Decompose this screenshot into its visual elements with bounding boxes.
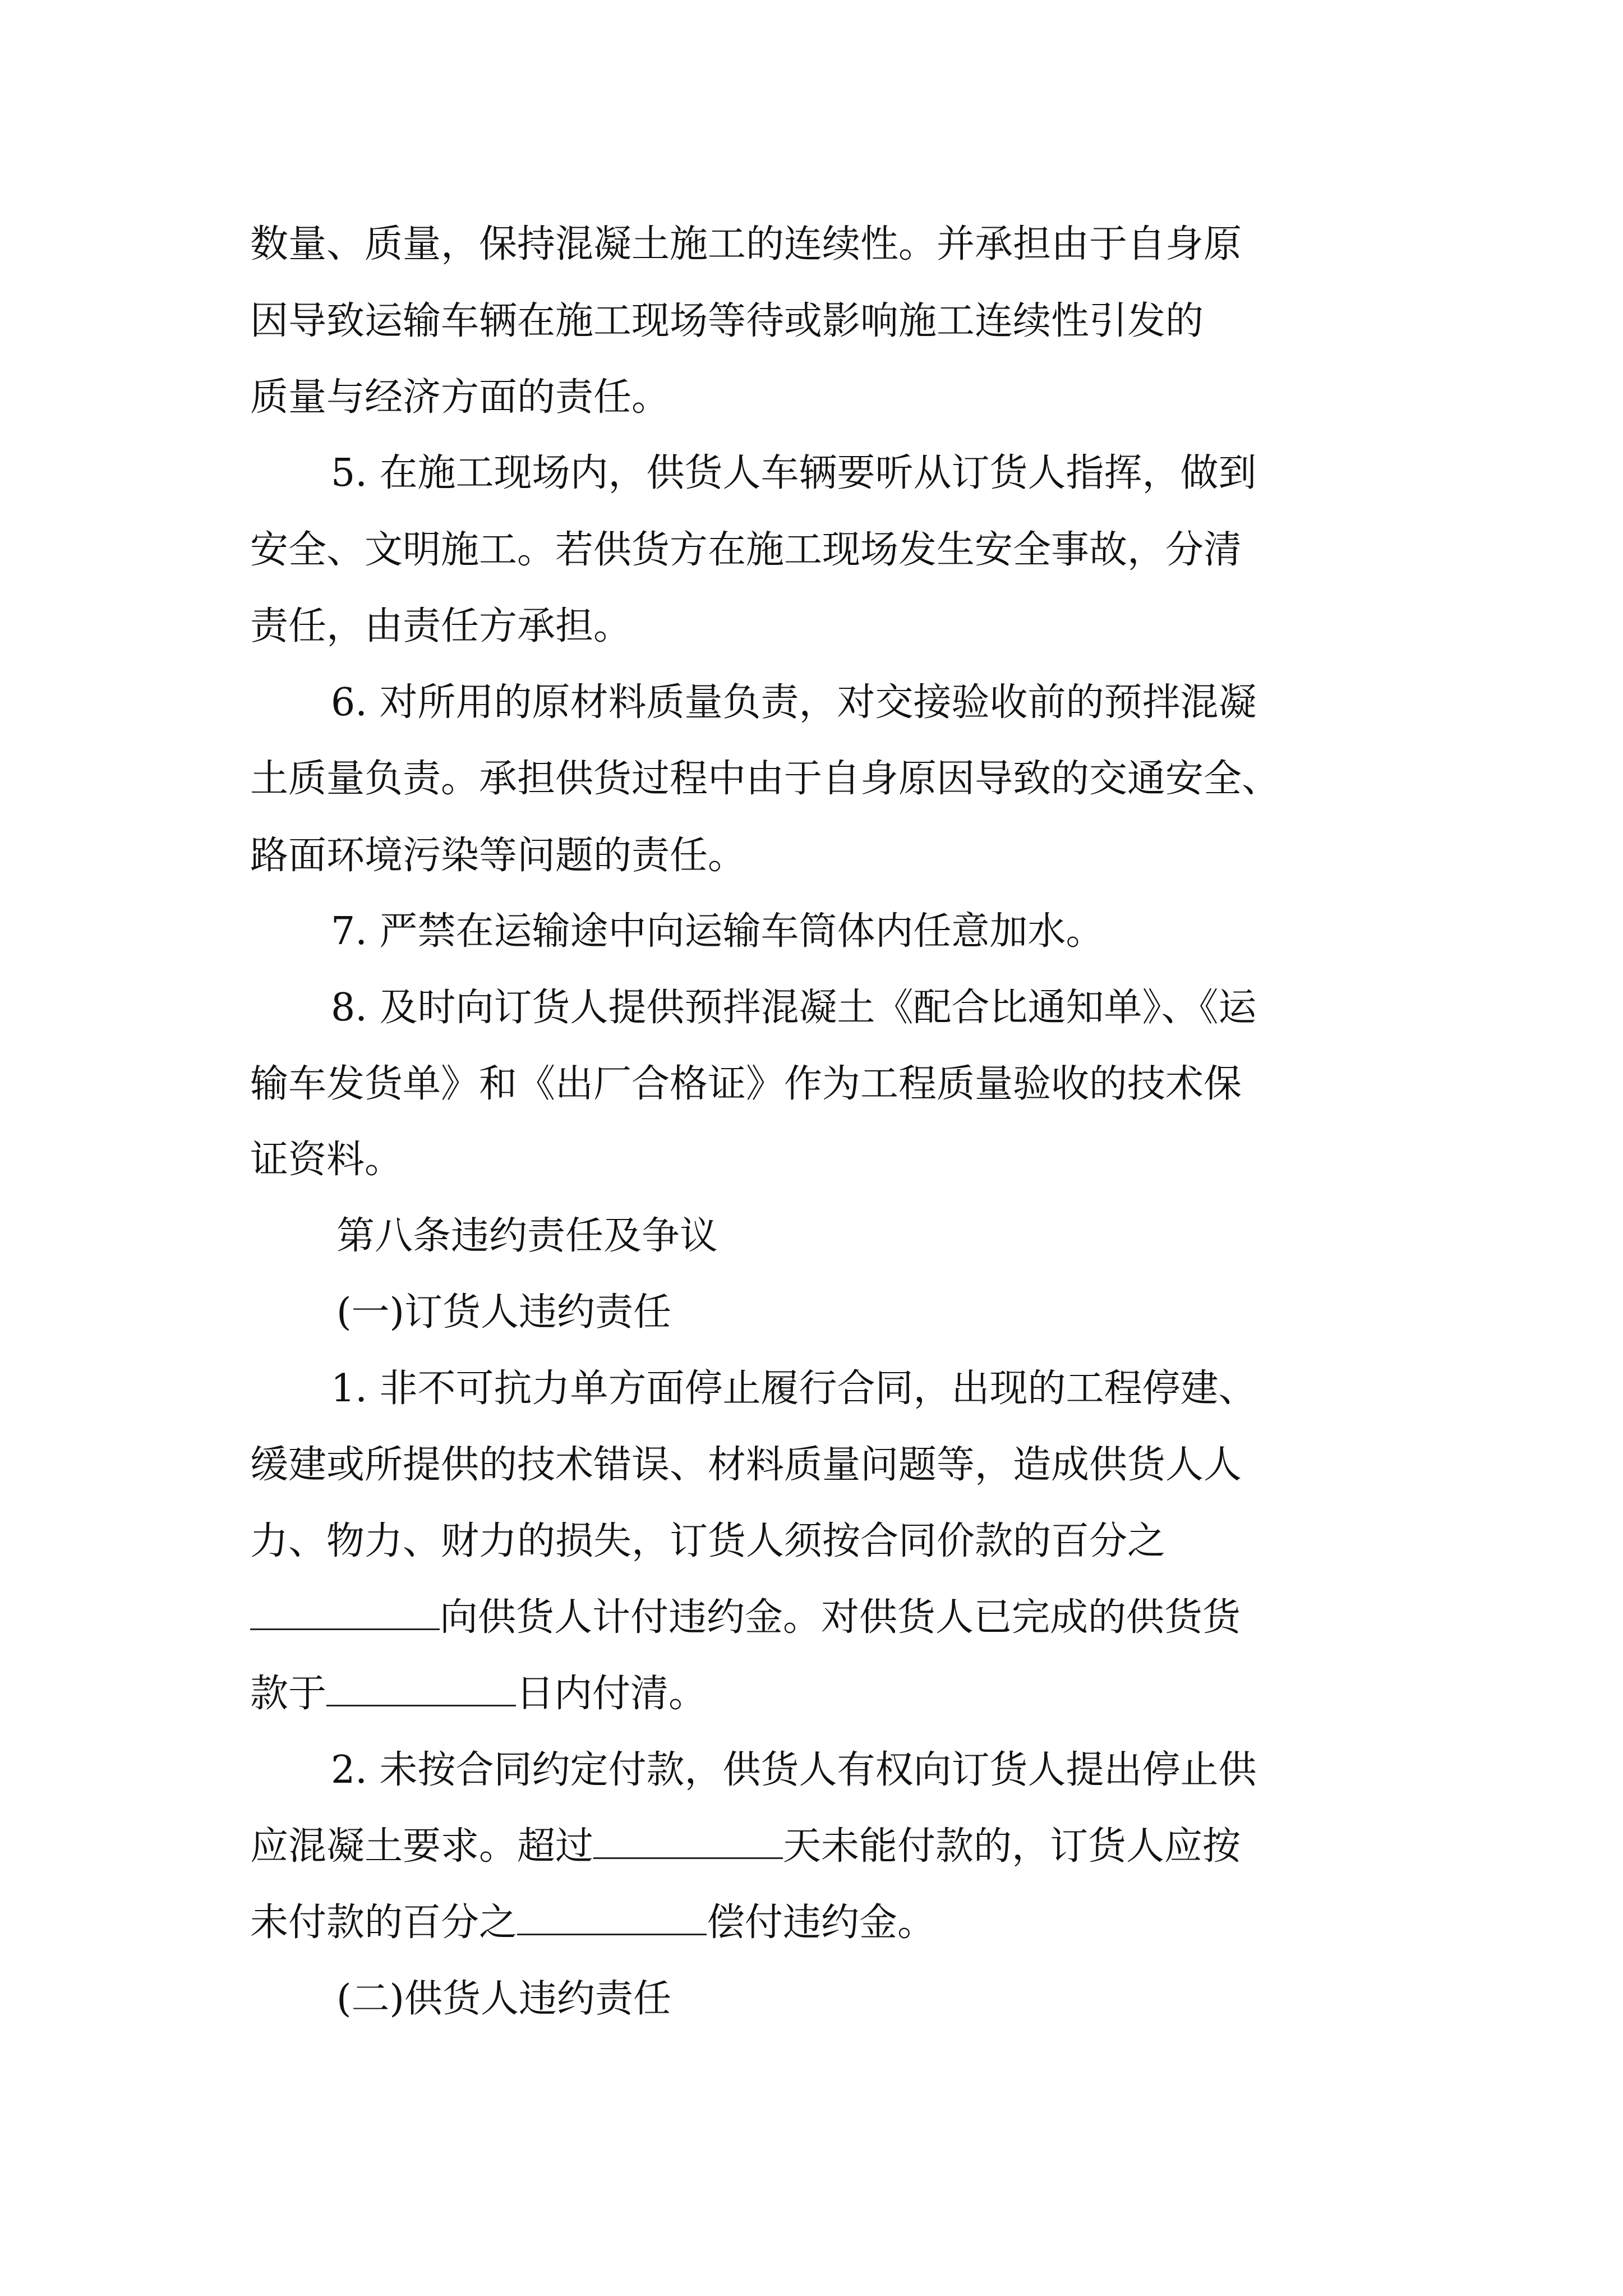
paragraph-line: 安全、文明施工。若供货方在施工现场发生安全事故，分清	[250, 528, 1242, 572]
line-text: 未付款的百分之	[250, 1901, 518, 1945]
fill-in-blank[interactable]	[517, 1904, 707, 1935]
paragraph-line: 责任，由责任方承担。	[250, 604, 632, 648]
line-text: 向供货人计付违约金。对供货人已完成的供货货	[440, 1595, 1241, 1640]
line-text: 日内付清。	[516, 1672, 707, 1716]
paragraph-line: 7. 严禁在运输途中向运输车筒体内任意加水。	[331, 909, 1104, 954]
paragraph-line: 输车发货单》和《出厂合格证》作为工程质量验收的技术保	[250, 1062, 1242, 1106]
line-text: 天未能付款的，订货人应按	[783, 1824, 1241, 1869]
paragraph-line: 力、物力、财力的损失，订货人须按合同价款的百分之	[250, 1519, 1166, 1563]
line-text: 偿付违约金。	[707, 1901, 936, 1945]
paragraph-line: 缓建或所提供的技术错误、材料质量问题等，造成供货人人	[250, 1443, 1242, 1487]
paragraph-line: 1. 非不可抗力单方面停止履行合同，出现的工程停建、	[331, 1366, 1257, 1411]
fill-in-blank[interactable]	[326, 1676, 516, 1706]
paragraph-line: 2. 未按合同约定付款，供货人有权向订货人提出停止供	[331, 1748, 1257, 1792]
paragraph-line	[250, 1672, 707, 1716]
subsection-heading: (二)供货人违约责任	[336, 1977, 672, 2021]
paragraph-line	[250, 1824, 1381, 1869]
paragraph-line: 质量与经济方面的责任。	[250, 375, 670, 420]
section-heading: 第八条违约责任及争议	[336, 1214, 718, 1258]
fill-in-blank[interactable]	[593, 1828, 783, 1859]
paragraph-line: 6. 对所用的原材料质量负责，对交接验收前的预拌混凝	[331, 680, 1257, 725]
paragraph-line: 土质量负责。承担供货过程中由于自身原因导致的交通安全、	[250, 757, 1280, 801]
line-text: 款于	[250, 1672, 327, 1716]
fill-in-blank[interactable]	[250, 1599, 440, 1630]
paragraph-line: 因导致运输车辆在施工现场等待或影响施工连续性引发的	[250, 299, 1204, 343]
line-text: 应混凝土要求。超过	[250, 1824, 594, 1869]
paragraph-line: 8. 及时向订货人提供预拌混凝土《配合比通知单》、《运	[331, 986, 1257, 1030]
paragraph-line	[250, 1901, 936, 1945]
paragraph-line: 数量、质量，保持混凝土施工的连续性。并承担由于自身原	[250, 222, 1242, 266]
paragraph-line: 路面环境污染等问题的责任。	[250, 834, 746, 878]
subsection-heading: (一)订货人违约责任	[336, 1290, 672, 1335]
paragraph-line: 5. 在施工现场内，供货人车辆要听从订货人指挥，做到	[331, 451, 1257, 495]
paragraph-line: 证资料。	[250, 1138, 403, 1182]
paragraph-line	[250, 1595, 1381, 1640]
